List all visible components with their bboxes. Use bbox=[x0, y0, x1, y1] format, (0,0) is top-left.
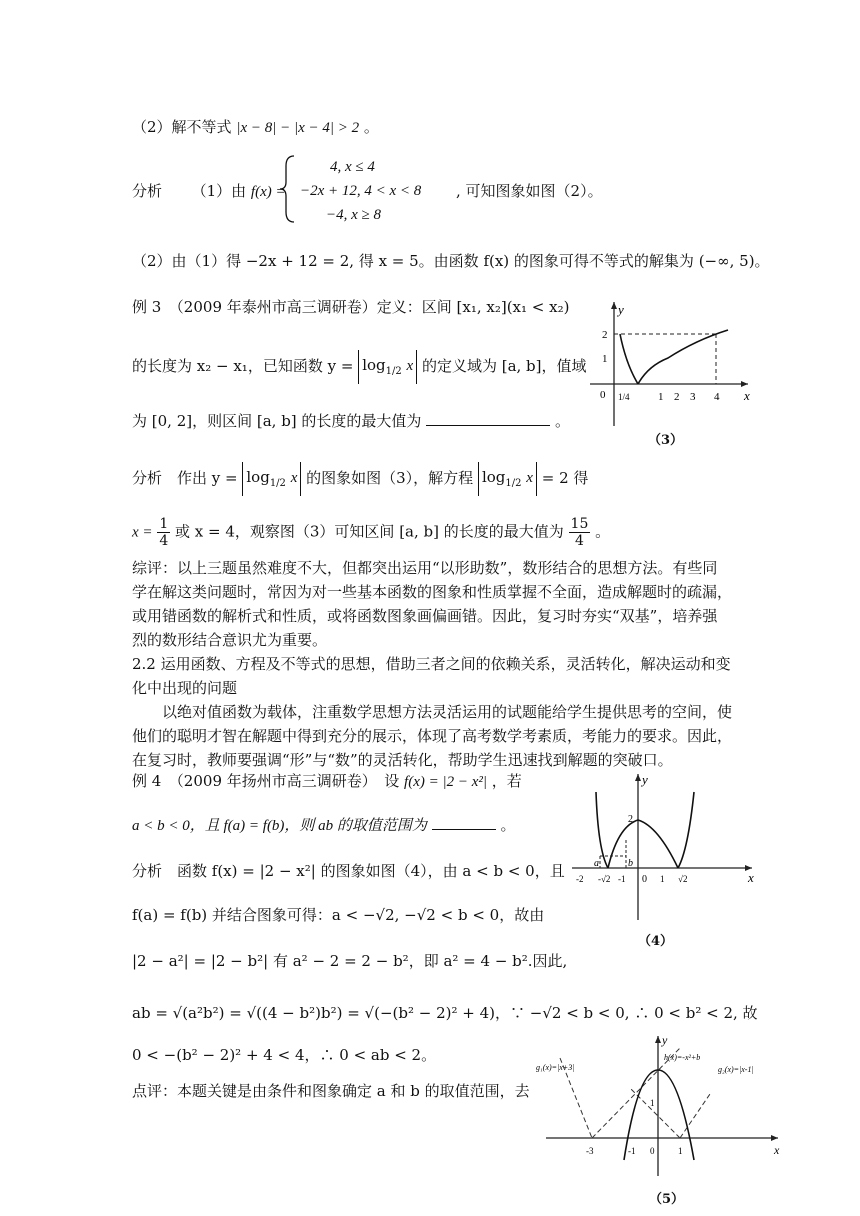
piecewise-case-2: −2x + 12, 4 < x < 8 bbox=[300, 183, 422, 199]
analysis-4-line-3: |2 − a²| = |2 − b²| 有 a² − 2 = 2 − b²，即 a² = 4 − b².因此, bbox=[132, 952, 568, 970]
example-3-text-a: 的长度为 x₂ − x₁，已知函数 y = bbox=[132, 357, 354, 375]
comment-line: 点评：本题关键是由条件和图象确定 a 和 b 的取值范围，去 bbox=[132, 1082, 530, 1100]
fig3-origin: 0 bbox=[600, 389, 606, 401]
fig3-tick-4: 3 bbox=[690, 391, 696, 403]
analysis-1-label: 分析 bbox=[132, 182, 163, 200]
analysis-4-line-5: 0 < −(b² − 2)² + 4 < 4，∴ 0 < ab < 2。 bbox=[132, 1046, 437, 1064]
fig4-label-a: a bbox=[594, 858, 599, 869]
summary-paragraph: 综评：以上三题虽然难度不大，但都突出运用“以形助数”，数形结合的思想方法。有些同学在解这类问题时，常因为对一些基本函数的图象和性质掌握不全面，造成解题时的疏漏，或用错函数的解析式和性质，或将函数图象画偏画错。因此，复习时夯实“双基”，培养强烈的数形结合意识尤为重要。 bbox=[132, 559, 733, 649]
example-4-line-1: 例 4 （2009 年扬州市高三调研卷） 设 f(x) = |2 − x²| ，若 bbox=[132, 772, 522, 790]
analysis-2: （2）由（1）得 −2x + 12 = 2, 得 x = 5。由函数 f(x) 的图象可得不等式的解集为 (−∞, 5)。 bbox=[132, 252, 770, 270]
fig3-tick-2: 1 bbox=[658, 391, 664, 403]
fig5-g2-label: g₂(x)=|x-1| bbox=[718, 1065, 754, 1074]
fig4-ytick-1: 2 bbox=[628, 814, 633, 825]
figure-5-caption: （5） bbox=[649, 1192, 685, 1207]
fig3-ytick-1: 1 bbox=[602, 353, 608, 365]
fig5-tick-1: -3 bbox=[586, 1146, 594, 1156]
fig5-h-label: h(x)=-x²+b bbox=[664, 1053, 701, 1062]
fig5-x-label: x bbox=[774, 1143, 780, 1157]
fraction-1-4: $\frac{1}{4}$ bbox=[159, 516, 169, 549]
fig4-x-label: x bbox=[748, 870, 754, 885]
example-3-text-b: 的定义域为 [a, b]，值域 bbox=[421, 357, 587, 375]
abs-log-expr-3: $\log_{1/2} x$ bbox=[478, 462, 537, 496]
problem-2-label: （2）解不等式 bbox=[132, 118, 232, 136]
figure-4-caption: （4） bbox=[638, 934, 674, 949]
piecewise-brace bbox=[278, 154, 298, 224]
fig5-y-label: y bbox=[662, 1033, 668, 1047]
analysis-3-line-2: x = $\frac{1}{4}$ 或 x = 4，观察图（3）可知区间 [a, b] 的长度的最大值为 $\frac{15}{4}$ 。 bbox=[132, 516, 611, 549]
section-2-2-paragraph: 以绝对值函数为载体，注重数学思想方法灵活运用的试题能给学生提供思考的空间，使他们的聪明才智在解题中得到充分的展示，体现了高考数学考素质，考能力的要求。因此，在复习时，教师要强调“形”与“数”的灵活转化，帮助学生迅速找到解题的突破口。 bbox=[132, 703, 733, 769]
fig5-g1-label: g₁(x)=|x+3| bbox=[536, 1063, 575, 1072]
example-3-line-2 bbox=[132, 350, 587, 384]
fig5-tick-2: -1 bbox=[628, 1146, 636, 1156]
figure-5 bbox=[530, 1030, 790, 1180]
analysis-4-line-2: f(a) = f(b) 并结合图象可得：a < −√2, −√2 < b < 0，故由 bbox=[132, 906, 545, 924]
fig5-tick-3: 1 bbox=[678, 1146, 683, 1156]
fig3-x-label: x bbox=[744, 388, 750, 403]
fig3-y-label: y bbox=[618, 302, 624, 317]
analysis-1 bbox=[132, 180, 286, 203]
figure-3-caption: （3） bbox=[648, 433, 684, 448]
fig4-origin: 0 bbox=[642, 874, 647, 885]
fig5-ytick-1: 1 bbox=[650, 1098, 655, 1108]
fig3-tick-5: 4 bbox=[714, 391, 720, 403]
piecewise-case-1: 4, x ≤ 4 bbox=[330, 159, 375, 175]
fig4-tick-2: -√2 bbox=[598, 874, 611, 884]
figure-4 bbox=[568, 770, 758, 930]
piecewise-case-3: −4, x ≥ 8 bbox=[326, 207, 382, 223]
analysis-4-line-4: ab = √(a²b²) = √((4 − b²)b²) = √(−(b² − 2)² + 4)，∵ −√2 < b < 0, ∴ 0 < b² < 2, 故 bbox=[132, 1004, 758, 1022]
problem-2-end: 。 bbox=[363, 118, 379, 136]
fig3-ytick-2: 2 bbox=[602, 329, 608, 341]
analysis-4-line-1: 分析 函数 f(x) = |2 − x²| 的图象如图（4），由 a < b < 0，且 bbox=[132, 862, 565, 880]
fig4-tick-1: -2 bbox=[576, 874, 584, 884]
answer-blank-4[interactable] bbox=[432, 829, 496, 830]
analysis-3-line-1: 分析 作出 $y = \log_{1/2} x$ 的图象如图（3），解方程 $\log_{1/2} x = 2$ 得 bbox=[132, 462, 588, 496]
example-4-line-2: a < b < 0，且 f(a) = f(b)，则 ab 的取值范围为 。 bbox=[132, 816, 516, 834]
fig3-tick-3: 2 bbox=[674, 391, 680, 403]
example-3-line-1: 例 3 （2009 年泰州市高三调研卷）定义：区间 [x₁, x₂](x₁ < x₂) bbox=[132, 298, 570, 316]
example-3-line-3: 为 [0, 2]，则区间 [a, b] 的长度的最大值为 。 bbox=[132, 412, 570, 430]
problem-2 bbox=[132, 116, 379, 139]
abs-log-expr-2: $\log_{1/2} x$ bbox=[242, 462, 301, 496]
answer-blank-3[interactable] bbox=[426, 425, 550, 426]
analysis-1-after: , 可知图象如图（2）。 bbox=[456, 182, 603, 200]
fig5-origin: 0 bbox=[650, 1146, 655, 1156]
fig3-tick-1: 1/4 bbox=[618, 392, 630, 402]
abs-log-expr: $\log_{1/2} x$ bbox=[358, 350, 417, 384]
analysis-1-part1: （1）由 bbox=[191, 182, 247, 200]
section-2-2-heading: 2.2 运用函数、方程及不等式的思想，借助三者之间的依赖关系，灵活转化，解决运动和变化中出现的问题 bbox=[132, 655, 731, 697]
analysis-1-fx: f(x) = bbox=[250, 184, 286, 200]
fraction-15-4: $\frac{15}{4}$ bbox=[570, 516, 589, 549]
fig4-tick-5: √2 bbox=[678, 874, 688, 884]
fig4-tick-4: 1 bbox=[660, 874, 665, 884]
fig4-tick-3: -1 bbox=[618, 874, 626, 884]
problem-2-expr: |x − 8| − |x − 4| > 2 bbox=[236, 120, 360, 136]
fig4-label-b: b bbox=[628, 858, 633, 869]
figure-3 bbox=[578, 296, 758, 436]
fig4-y-label: y bbox=[642, 772, 648, 787]
